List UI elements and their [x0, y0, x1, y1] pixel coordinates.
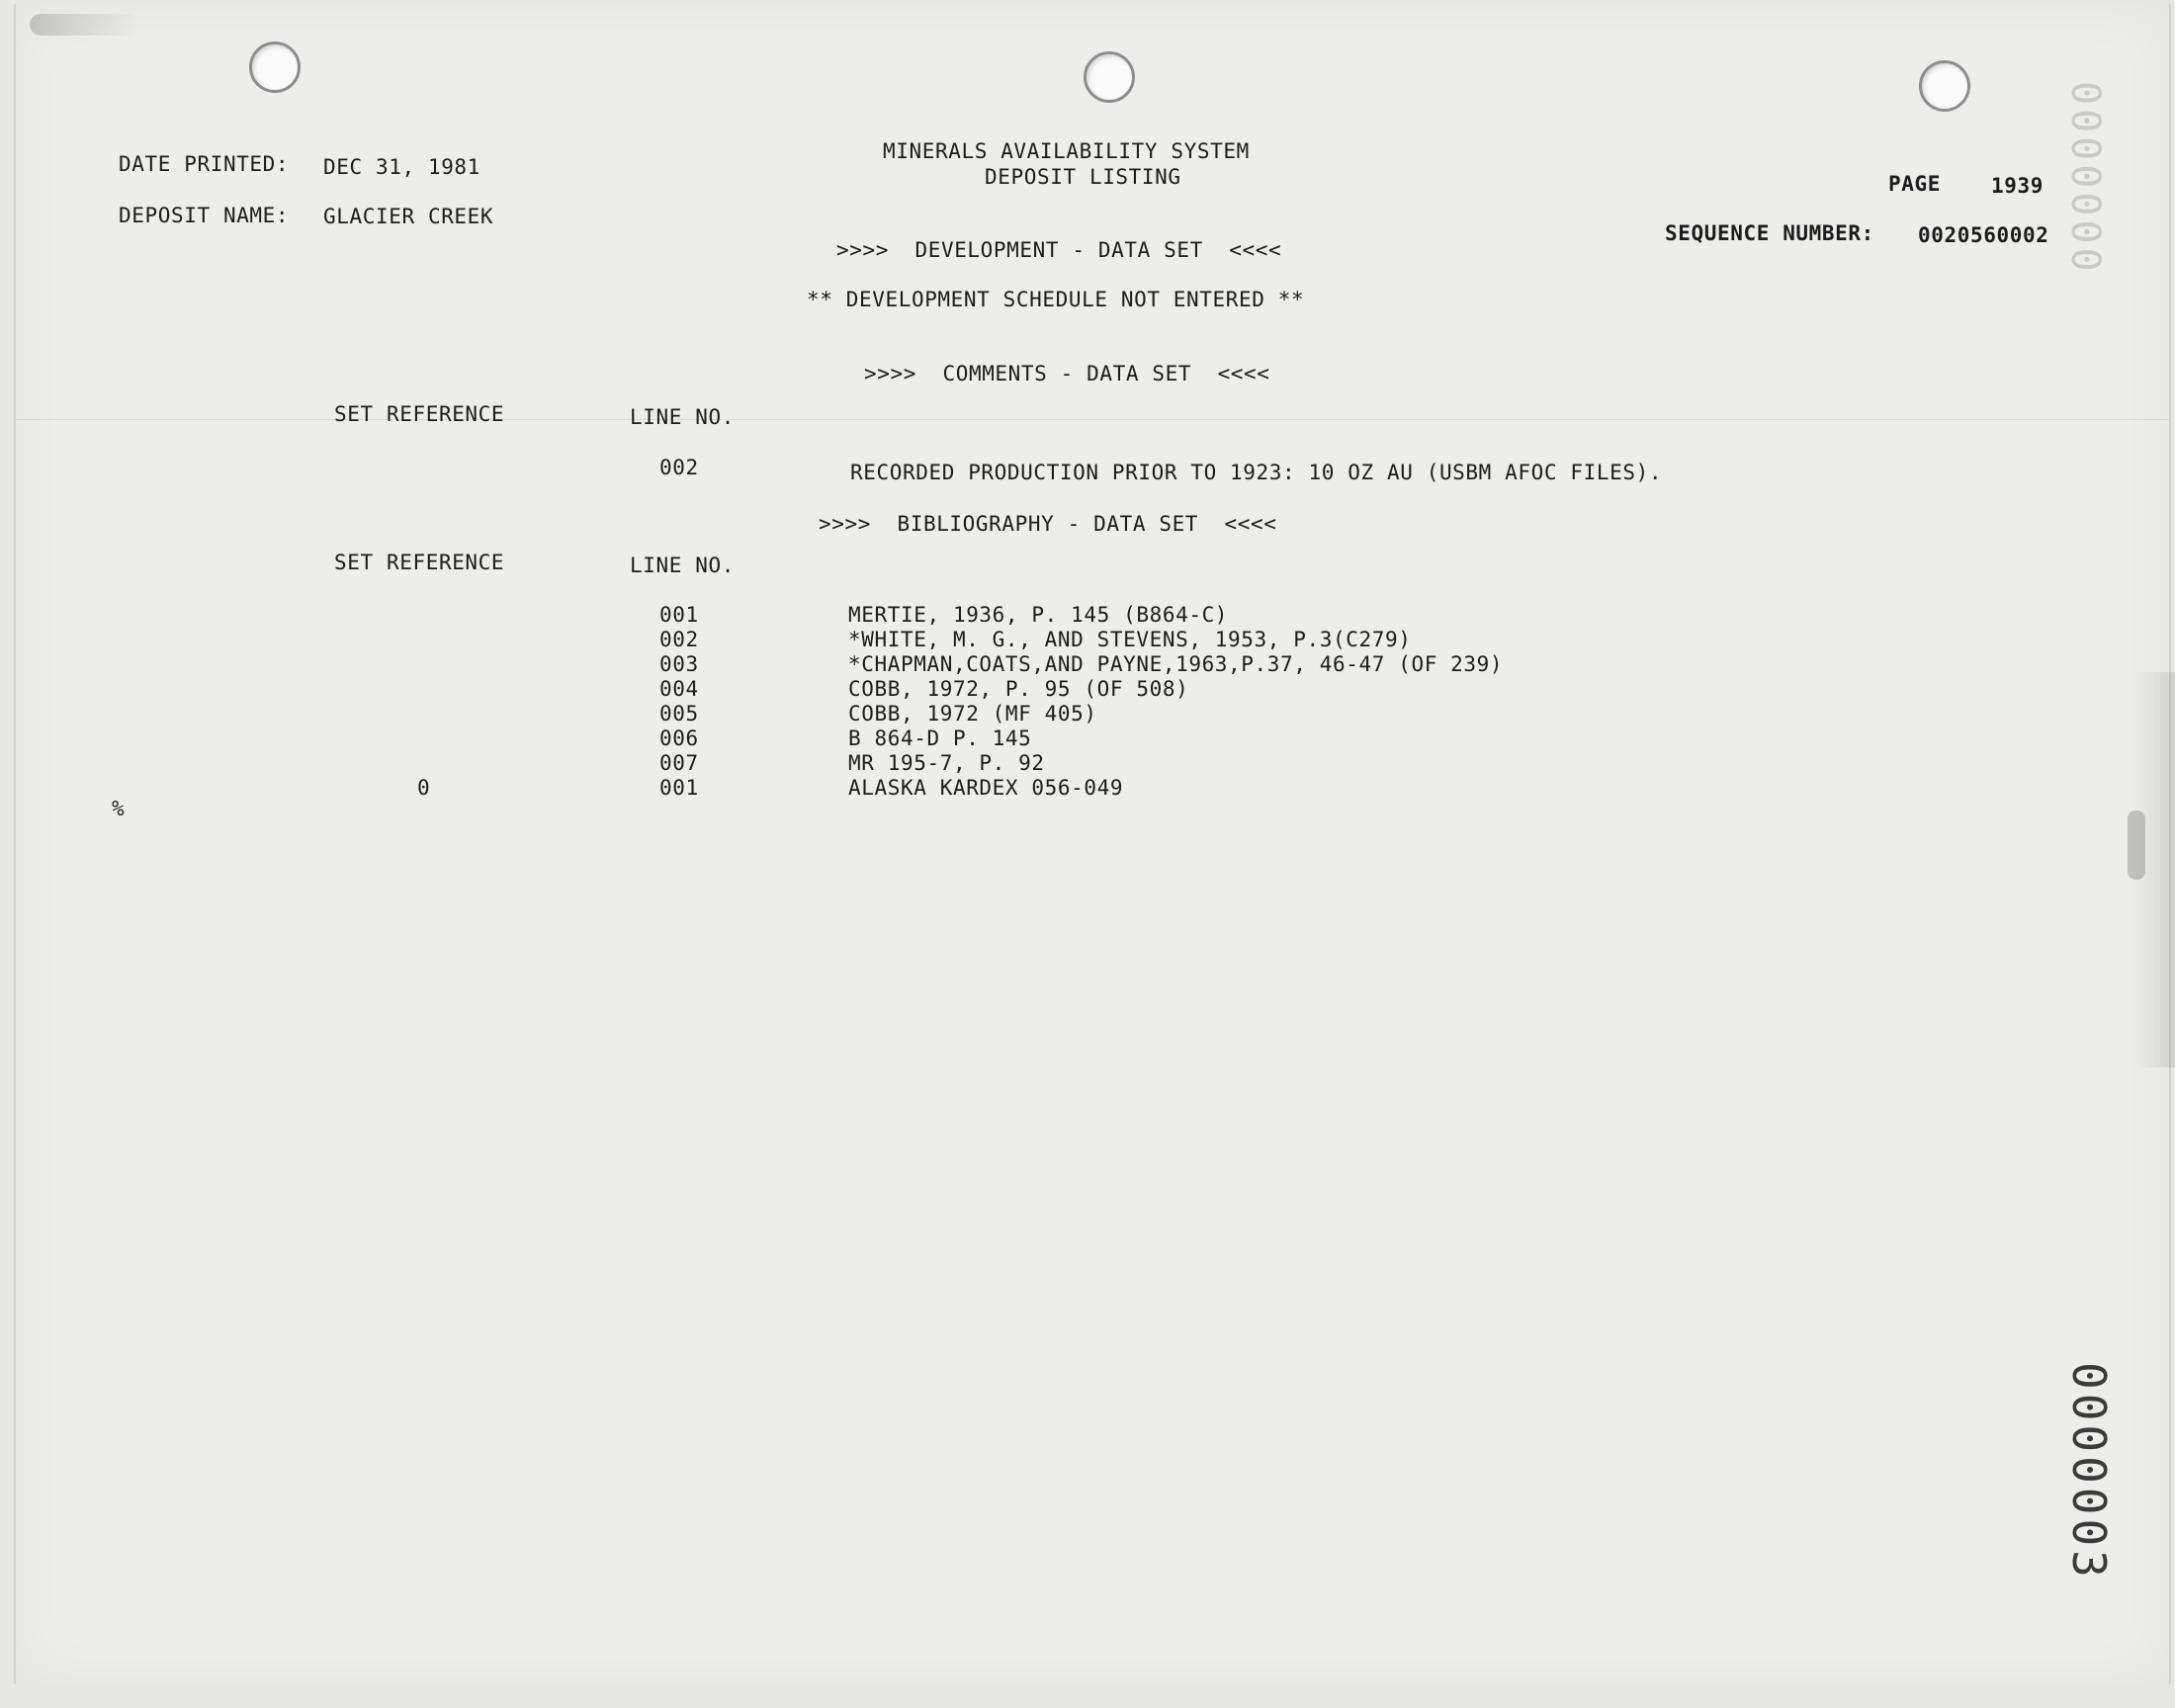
- bibliography-citation: MR 195-7, P. 92: [848, 751, 1045, 775]
- page-label: PAGE: [1888, 172, 1941, 196]
- bibliography-row: [0, 677, 1977, 702]
- faint-frame-number: 0000000: [2062, 81, 2108, 276]
- listing-title: DEPOSIT LISTING: [985, 165, 1181, 189]
- deposit-name-value: GLACIER CREEK: [323, 205, 494, 228]
- bibliography-row: [0, 603, 1977, 628]
- deposit-name-label: DEPOSIT NAME:: [119, 204, 290, 227]
- bibliography-line-no: 007: [659, 751, 699, 775]
- bibliography-citation: *WHITE, M. G., AND STEVENS, 1953, P.3(C279): [848, 628, 1412, 651]
- comments-heading: >>>> COMMENTS - DATA SET <<<<: [864, 362, 1270, 385]
- bibliography-line-no-header: LINE NO.: [630, 554, 735, 577]
- sequence-number-value: 0020560002: [1918, 223, 2049, 247]
- bibliography-row: [0, 628, 1977, 652]
- bibliography-line-no: 004: [659, 677, 699, 701]
- bibliography-row: [0, 776, 1977, 801]
- bibliography-line-no: 002: [659, 628, 699, 651]
- bibliography-citation: COBB, 1972 (MF 405): [848, 702, 1097, 726]
- punch-hole-right: [1919, 60, 1970, 112]
- punch-hole-left: [249, 42, 301, 93]
- bibliography-row: [0, 702, 1977, 726]
- comment-line-no: 002: [659, 456, 699, 479]
- development-heading: >>>> DEVELOPMENT - DATA SET <<<<: [836, 238, 1282, 262]
- bibliography-line-no: 001: [659, 776, 699, 800]
- bibliography-set-reference: 0: [417, 776, 431, 800]
- page-number: 1939: [1991, 174, 2044, 198]
- comment-text: RECORDED PRODUCTION PRIOR TO 1923: 10 OZ AU (USBM AFOC FILES).: [850, 461, 1663, 484]
- punch-hole-center: [1084, 51, 1135, 103]
- margin-percent-mark: %: [112, 797, 126, 820]
- bibliography-line-no: 001: [659, 603, 699, 627]
- bibliography-line-no: 006: [659, 726, 699, 750]
- bibliography-set-reference-header: SET REFERENCE: [334, 551, 505, 574]
- date-printed-value: DEC 31, 1981: [323, 155, 480, 179]
- bibliography-row: [0, 652, 1977, 677]
- comments-set-reference-header: SET REFERENCE: [334, 402, 505, 426]
- bibliography-citation: COBB, 1972, P. 95 (OF 508): [848, 677, 1189, 701]
- bibliography-citation: *CHAPMAN,COATS,AND PAYNE,1963,P.37, 46-47 (OF 239): [848, 652, 1504, 676]
- system-title: MINERALS AVAILABILITY SYSTEM: [883, 139, 1250, 163]
- page-edge-mark: [2128, 811, 2145, 880]
- date-printed-label: DATE PRINTED:: [119, 152, 290, 176]
- bibliography-citation: ALASKA KARDEX 056-049: [848, 776, 1124, 800]
- bibliography-citation: MERTIE, 1936, P. 145 (B864-C): [848, 603, 1229, 627]
- bibliography-row: [0, 726, 1977, 751]
- bibliography-heading: >>>> BIBLIOGRAPHY - DATA SET <<<<: [819, 512, 1277, 536]
- bibliography-row: [0, 751, 1977, 776]
- frame-number: 0000003: [2062, 1362, 2116, 1581]
- bibliography-line-no: 005: [659, 702, 699, 726]
- sequence-number-label: SEQUENCE NUMBER:: [1665, 221, 1874, 245]
- bibliography-citation: B 864-D P. 145: [848, 726, 1032, 750]
- bibliography-line-no: 003: [659, 652, 699, 676]
- comments-line-no-header: LINE NO.: [630, 405, 735, 429]
- ink-smudge: [30, 14, 138, 36]
- development-schedule-note: ** DEVELOPMENT SCHEDULE NOT ENTERED **: [807, 288, 1305, 311]
